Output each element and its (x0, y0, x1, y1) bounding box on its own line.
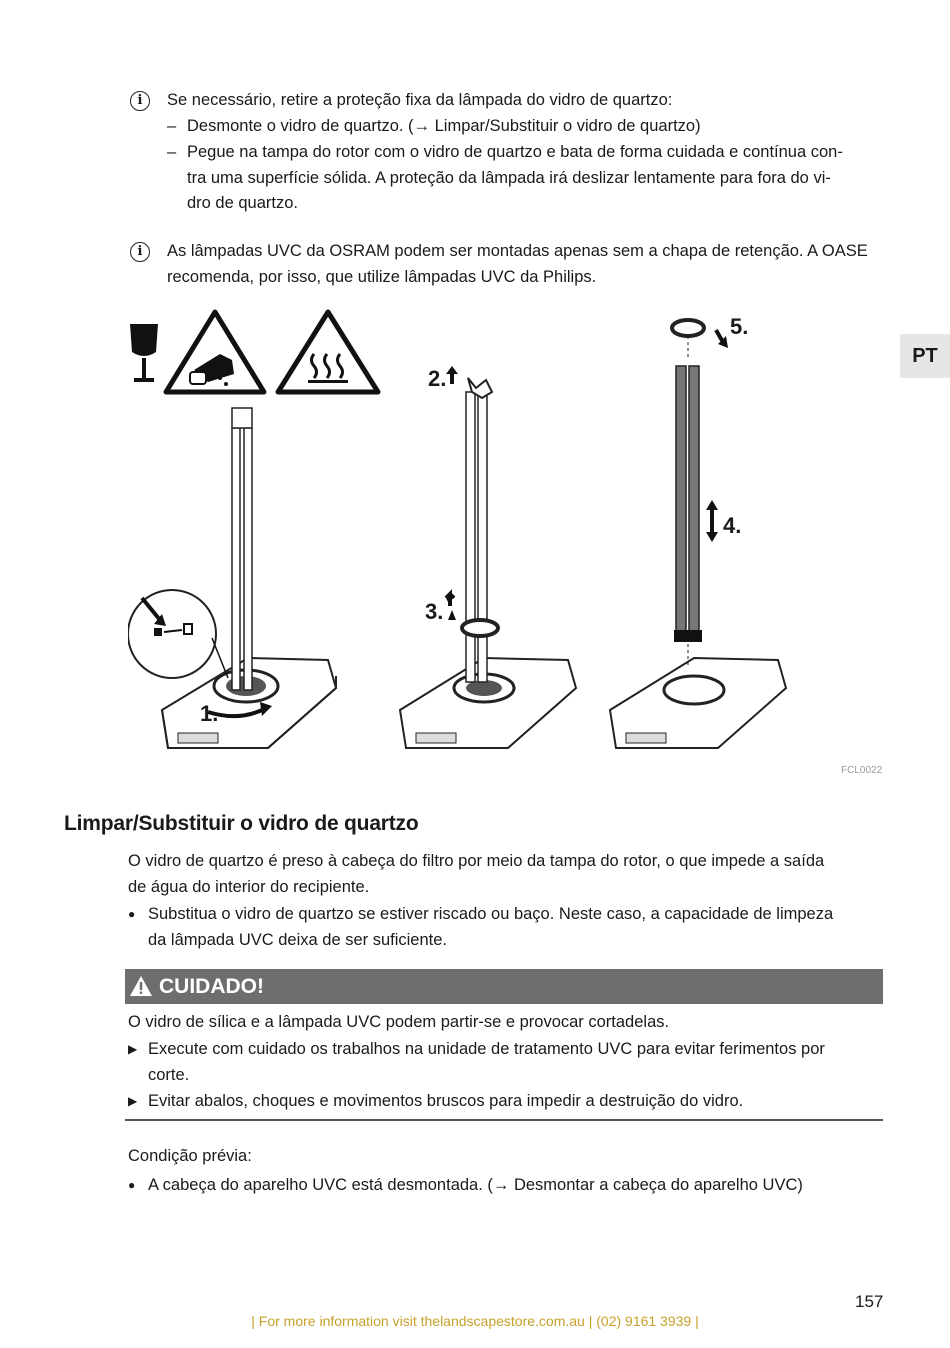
uvc-unit-step-4-5 (610, 320, 786, 748)
caution-banner (125, 969, 883, 1004)
bullet-mark: ● (128, 1178, 136, 1192)
list-item-line: A cabeça do aparelho UVC está desmontada. (→ Desmontar a cabeça do aparelho UVC) (148, 1176, 803, 1194)
warning-icon (129, 975, 153, 997)
caution-action-line: corte. (148, 1065, 190, 1084)
hot-surface-warning-icon (278, 312, 378, 392)
uvc-unit-step-1 (128, 408, 336, 748)
footer-contact: | For more information visit thelandscapestore.com.au | (02) 9161 3939 | (251, 1313, 699, 1329)
note-step-line: tra uma superfície sólida. A proteção da lâmpada irá deslizar lentamente para fora do vi- (187, 168, 831, 187)
caution-text: O vidro de sílica e a lâmpada UVC podem partir-se e provocar cortadelas. (128, 1013, 670, 1031)
note-line: recomenda, por isso, que utilize lâmpadas UVC da Philips. (167, 267, 597, 286)
list-item (128, 902, 834, 953)
section-title: Limpar/Substituir o vidro de quartzo (64, 812, 419, 835)
paragraph-line: O vidro de quartzo é preso à cabeça do filtro por meio da tampa do rotor, o que impede a saída (128, 852, 825, 870)
caution-action (128, 1089, 744, 1115)
caution-label: CUIDADO! (159, 975, 264, 998)
language-tab: PT (900, 334, 950, 378)
note-step-text: Desmonte o vidro de quartzo. (→ Limpar/Substituir o vidro de quartzo) (187, 117, 701, 135)
caution-action-line: Execute com cuidado os trabalhos na unidade de tratamento UVC para evitar ferimentos por (148, 1040, 825, 1058)
list-item-line: Substitua o vidro de quartzo se estiver riscado ou baço. Neste caso, a capacidade de limpeza (148, 905, 834, 923)
page-number: 157 (855, 1292, 884, 1311)
dash-mark: – (167, 117, 177, 135)
figure-code: FCL0022 (841, 765, 883, 776)
assembly-illustration (128, 308, 883, 778)
info-icon: i (130, 91, 150, 111)
step-label-1: 1. (200, 701, 219, 726)
dash-mark: – (167, 143, 177, 161)
caution-action-line: Evitar abalos, choques e movimentos bruscos para impedir a destruição do vidro. (148, 1092, 744, 1110)
step-label-5: 5. (730, 314, 749, 339)
cut-hazard-warning-icon (166, 312, 264, 392)
fragile-glass-icon (130, 324, 158, 382)
note-intro: Se necessário, retire a proteção fixa da lâmpada do vidro de quartzo: (167, 91, 673, 109)
paragraph-line: de água do interior do recipiente. (128, 877, 370, 896)
step-label-3: 3. (425, 599, 444, 624)
caution-action (128, 1037, 825, 1088)
uvc-unit-step-2-3 (400, 366, 576, 748)
section-paragraph (128, 849, 824, 900)
divider (125, 1119, 883, 1121)
prerequisite-label: Condição prévia: (128, 1147, 252, 1165)
list-item-line: da lâmpada UVC deixa de ser suficiente. (148, 930, 447, 949)
arrow-mark: ▶ (128, 1042, 138, 1056)
note-step (167, 140, 843, 217)
note-line: As lâmpadas UVC da OSRAM podem ser montadas apenas sem a chapa de retenção. A OASE (167, 242, 868, 260)
step-label-2: 2. (428, 366, 447, 391)
step-label-4: 4. (723, 513, 742, 538)
list-item (128, 1173, 803, 1199)
note-step (167, 114, 701, 140)
info-icon: i (130, 242, 150, 262)
bullet-mark: ● (128, 907, 136, 921)
note-step-line: Pegue na tampa do rotor com o vidro de quartzo e bata de forma cuidada e contínua con- (187, 143, 843, 161)
note-text (167, 239, 868, 290)
note-step-line: dro de quartzo. (187, 194, 298, 212)
arrow-mark: ▶ (128, 1094, 138, 1108)
